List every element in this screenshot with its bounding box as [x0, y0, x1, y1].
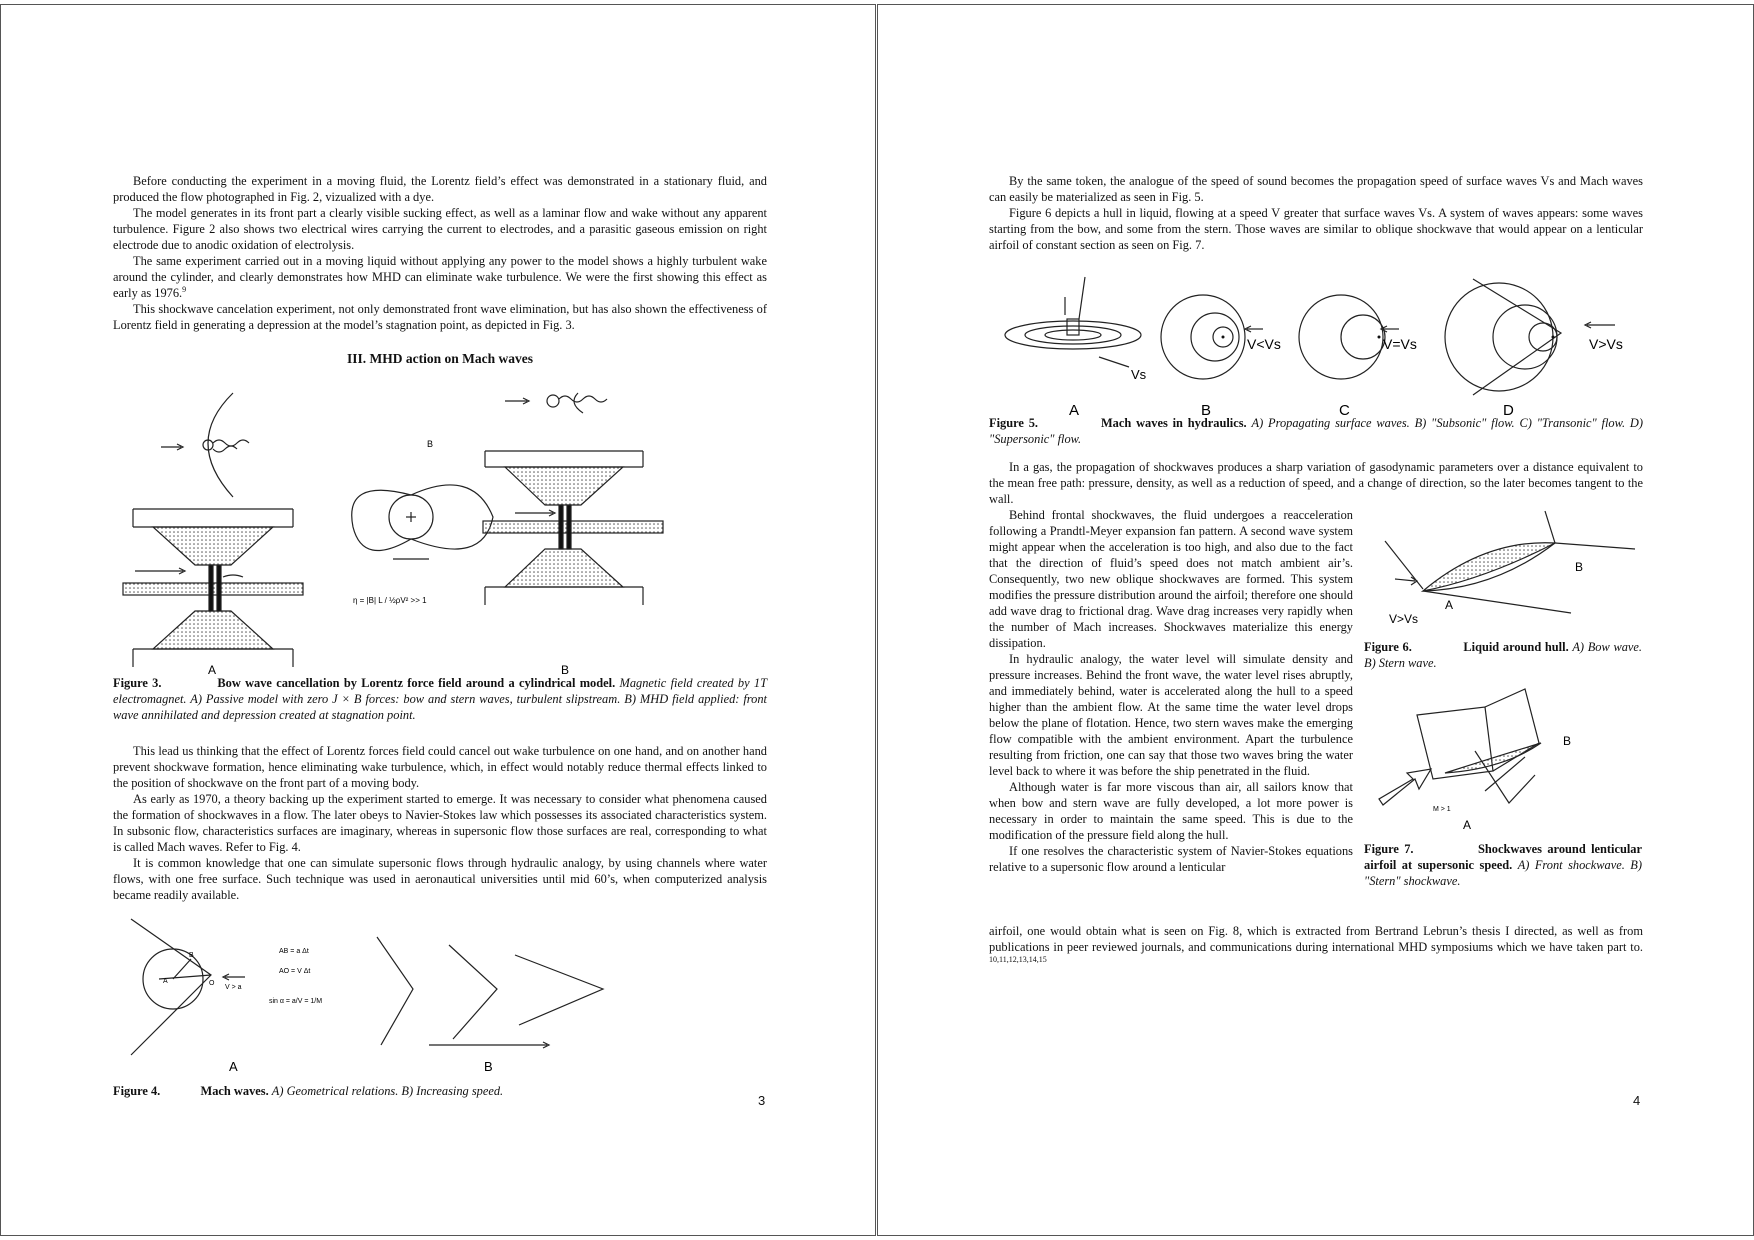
mach-label: M > 1: [1433, 806, 1451, 813]
cancellation-formula: η = |B| L / ½ρV² >> 1: [353, 596, 427, 605]
page4-intro-text: [989, 173, 1643, 253]
figure-label: Figure 4.: [113, 1084, 161, 1098]
paragraph: In a gas, the propagation of shockwaves produces a sharp variation of gasodynamic parameters over a distance equivalent to the mean free path: pressure, density, as well as a reduction of speed, and a change of direction, so the later becomes tangent to the wall.: [989, 460, 1643, 506]
page-number: 3: [758, 1093, 766, 1108]
reference-number: 9: [182, 284, 187, 294]
subsonic-speed-label: V<Vs: [1247, 336, 1281, 352]
figure-title: Mach waves.: [200, 1084, 269, 1098]
point-b-label: B: [189, 952, 194, 959]
speed-label: V>Vs: [1389, 612, 1419, 626]
paragraph: In hydraulic analogy, the water level will simulate density and pressure increases. Behind the front wave, the water level rises abruptly, and immediately behind, water is accelerated along the hull to a speed higher than the ambient flow. At the same time the water level drops below the plane of flotation. Hence, two stern waves make the emerging flow compatible with the ambient environment. Apart the turbulence resulting from friction, one can say that those two waves bring the water level back to where it was before the ship penetrated in the fluid.: [989, 652, 1353, 778]
figure-4-drawing: [129, 917, 649, 1077]
paragraph: It is common knowledge that one can simulate supersonic flows through hydraulic analogy, by using channels where water flows, with one free surface. Such technique was used in aeronautical universities until mid 60’s, when computerized analysis became readily available.: [113, 856, 767, 902]
figure-title: Bow wave cancellation by Lorentz force field around a cylindrical model.: [217, 676, 616, 690]
figure-label: Figure 7.: [1364, 842, 1414, 856]
page4-closing-paragraph: [989, 923, 1643, 971]
page3-intro-text: [113, 173, 767, 333]
figure-description: A) Geometrical relations. B) Increasing speed.: [271, 1084, 504, 1098]
point-a-label: A: [1445, 598, 1454, 612]
panel-b-label: B: [484, 1059, 493, 1074]
figure-7-caption: [1364, 841, 1642, 889]
figure-5-drawing: [989, 267, 1649, 417]
paragraph: Behind frontal shockwaves, the fluid undergoes a reacceleration following a Prandtl-Meyer expansion fan pattern. A second wave system might appear when the acceleration is too high, and also due to the fact that the direction of fluid’s speed does not match ambient air’s. Consequently, two new oblique shockwaves are formed. This system modifies the pressure distribution around the airfoil; therefore one should add wave drag to frictional drag. Wave drag increases very rapidly when the number of Mach increases. Shockwaves materialize this energy dissipation.: [989, 508, 1353, 650]
paragraph: Figure 6 depicts a hull in liquid, flowing at a speed V greater that surface waves Vs. A system of waves appears: some waves starting from the bow, and some from the stern. Those waves are similar to oblique shockwave that would appear on a lenticular airfoil of constant section as seen on Fig. 7.: [989, 206, 1643, 252]
figure-label: Figure 5.: [989, 416, 1039, 430]
figure-title: Liquid around hull.: [1463, 640, 1569, 654]
panel-a-label: A: [208, 663, 217, 677]
panel-b-label: B: [561, 663, 570, 677]
point-a-label: A: [1463, 818, 1472, 832]
figure-description: A) Propagating surface waves. B) "Subsonic" flow. C) "Transonic" flow. D) "Supersonic" flow.: [989, 416, 1643, 446]
figure-title: Shockwaves around lenticular airfoil at supersonic speed.: [1364, 842, 1643, 872]
equation-ao: AO = V Δt: [279, 968, 311, 975]
panel-d-label: D: [1503, 402, 1514, 419]
paragraph: [113, 253, 767, 301]
point-b-label: B: [1563, 734, 1572, 748]
speed-label: V > a: [225, 984, 242, 991]
figure-3-drawing: [113, 387, 773, 677]
figure-title: Mach waves in hydraulics.: [1100, 416, 1247, 430]
figure-4-caption: [113, 1083, 767, 1099]
figure-description: Magnetic field created by 1T electromagnet. A) Passive model with zero J × B forces: bow and stern waves, turbulent slipstream. B) MHD field applied: front wave annihilated and depression created at stagnation point.: [113, 676, 767, 722]
page3-body-text: [113, 743, 767, 903]
paragraph: [989, 923, 1643, 971]
page4-gas-paragraph: [989, 459, 1643, 507]
paragraph: By the same token, the analogue of the speed of sound becomes the propagation speed of surface waves Vs and Mach waves can easily be materialized as seen in Fig. 5.: [989, 174, 1643, 204]
supersonic-speed-label: V>Vs: [1589, 336, 1623, 352]
paragraph-text: airfoil, one would obtain what is seen on Fig. 8, which is extracted from Bertrand Lebrun’s thesis I directed, as well as from publications in peer reviewed journals, and communications during international MHD symposiums which we have taken part to.: [989, 924, 1643, 954]
paragraph: Before conducting the experiment in a moving fluid, the Lorentz field’s effect was demonstrated in a stationary fluid, and produced the flow photographed in Fig. 2, vizualized with a dye.: [113, 174, 767, 204]
panel-a-label: A: [229, 1059, 238, 1074]
paragraph-text: The same experiment carried out in a moving liquid without applying any power to the model shows a highly turbulent wake around the cylinder, and clearly demonstrates how MHD can eliminate wake turbulence. We were the first showing this effect as early as 1976.: [113, 254, 767, 300]
page4-left-column: [989, 507, 1353, 875]
figure-5-caption: [989, 415, 1643, 447]
figure-3-caption: [113, 675, 767, 723]
figure-6-drawing: [1375, 509, 1645, 639]
paragraph: The model generates in its front part a clearly visible sucking effect, as well as a laminar flow and wake without any apparent turbulence. Figure 2 also shows two electrical wires carrying the current to electrodes, and a parasitic gaseous emission on right electrode due to anodic oxidation of electrolysis.: [113, 206, 767, 252]
equation-sin-alpha: sin α = a/V = 1/M: [269, 998, 323, 1005]
transonic-speed-label: V=Vs: [1383, 336, 1417, 352]
figure-label: Figure 6.: [1364, 640, 1412, 654]
paragraph: As early as 1970, a theory backing up the experiment started to emerge. It was necessary to consider what phenomena caused the formation of shockwaves in a flow. The later obeys to Navier-Stokes law which possesses its associated characteristics system. In subsonic flow, characteristics surfaces are imaginary, whereas in supersonic flow those surfaces are real, corresponding to what is called Mach waves. Refer to Fig. 4.: [113, 792, 767, 854]
page-number: 4: [1633, 1093, 1641, 1108]
section-heading: III. MHD action on Mach waves: [347, 351, 533, 366]
panel-a-label: A: [1069, 402, 1080, 419]
paragraph: Although water is far more viscous than air, all sailors know that when bow and stern wave are fully developed, a lot more power is necessary in order to maintain the same speed. This is due to the modification of the pressure field along the hull.: [989, 780, 1353, 842]
figure-label: Figure 3.: [113, 676, 162, 690]
figure-description: A) Front shockwave. B) "Stern" shockwave.: [1364, 858, 1642, 888]
panel-c-label: C: [1339, 402, 1350, 419]
point-b-label: B: [1575, 560, 1584, 574]
page-3: [0, 4, 876, 1236]
figure-6-caption: [1364, 639, 1642, 671]
point-o-label: O: [209, 980, 215, 987]
b-vector-label: B: [427, 439, 434, 449]
surface-wave-speed-label: Vs: [1131, 367, 1147, 382]
paragraph: This lead us thinking that the effect of Lorentz forces field could cancel out wake turbulence on one hand, and on another hand prevent shockwave formation, hence eliminating wake turbulence, which, in effect would notably reduce thermal effects linked to the position of shockwave on the front part of a moving body.: [113, 744, 767, 790]
paragraph: If one resolves the characteristic system of Navier-Stokes equations relative to a supersonic flow around a lenticular: [989, 844, 1353, 874]
page-4: [877, 4, 1754, 1236]
panel-b-label: B: [1201, 402, 1212, 419]
point-a-label: A: [163, 978, 168, 985]
figure-description: A) Bow wave. B) Stern wave.: [1364, 640, 1642, 670]
paragraph: This shockwave cancelation experiment, not only demonstrated front wave elimination, but has also shown the effectiveness of Lorentz field in generating a depression at the model’s stagnation point, as depicted in Fig. 3.: [113, 302, 767, 332]
figure-7-drawing: [1375, 687, 1645, 837]
equation-ab: AB = a Δt: [279, 948, 309, 955]
reference-numbers: 10,11,12,13,14,15: [989, 954, 1047, 964]
